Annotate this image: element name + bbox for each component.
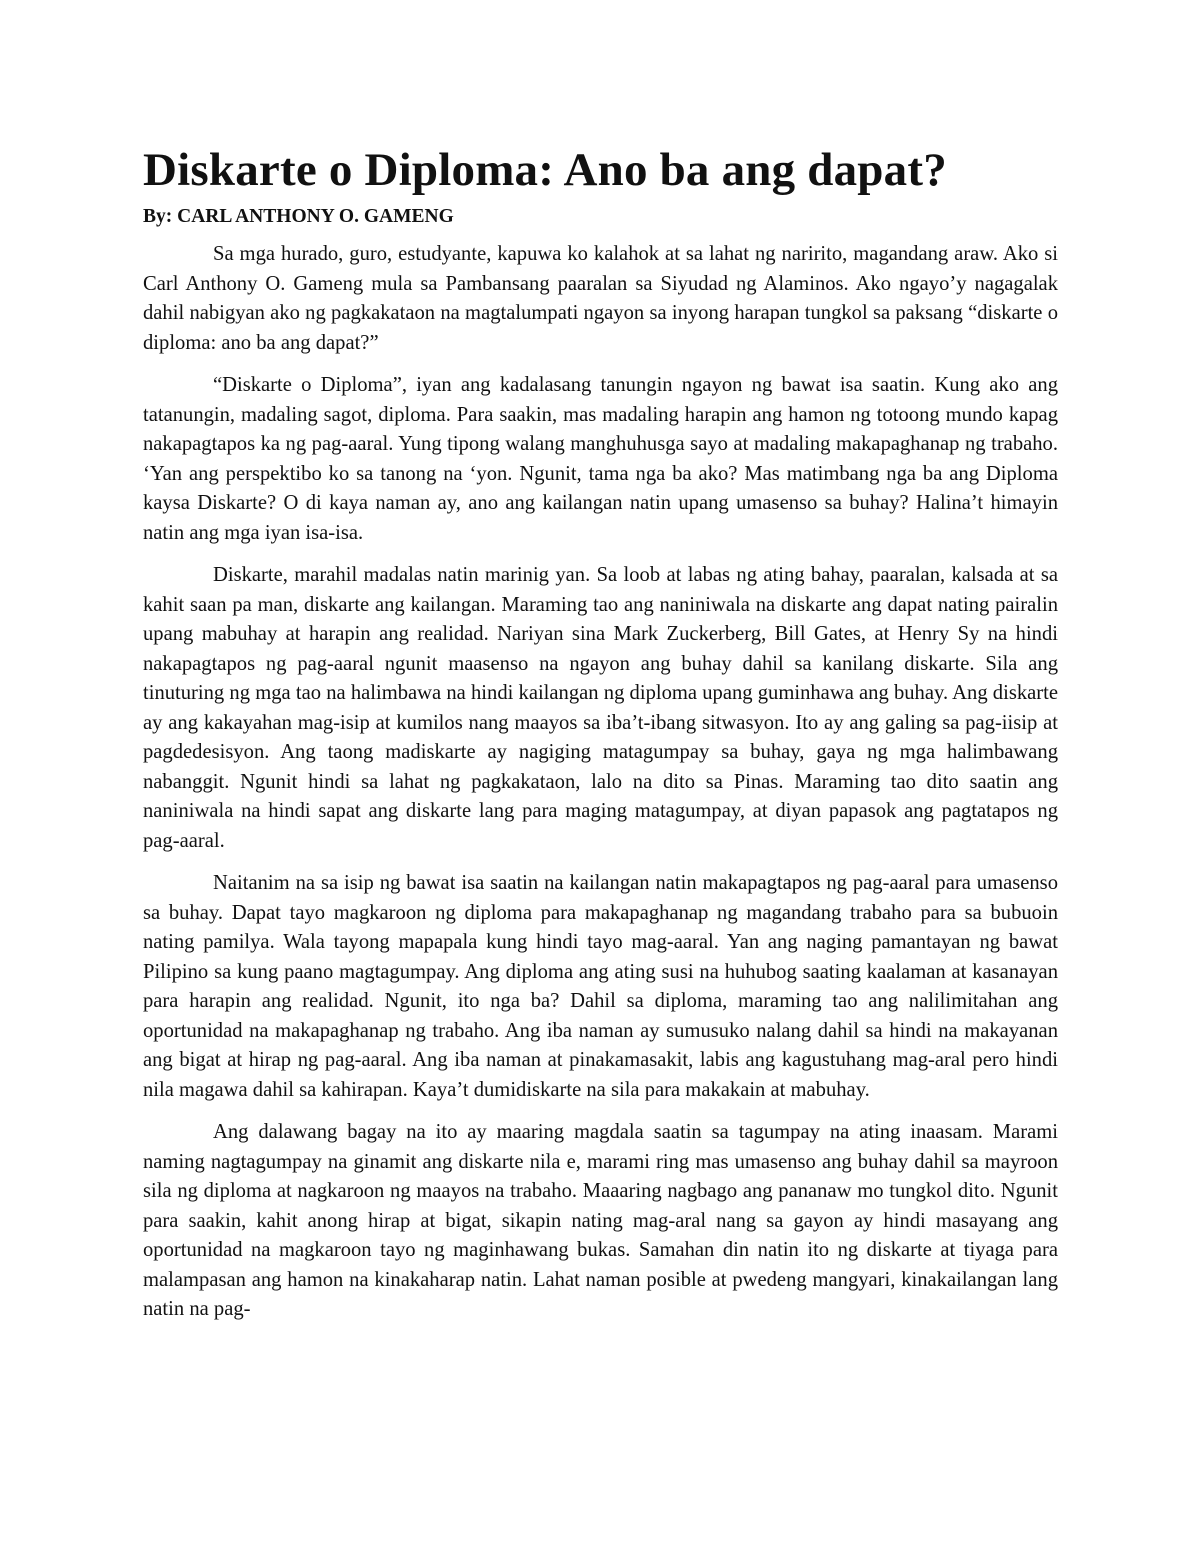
paragraph-2: “Diskarte o Diploma”, iyan ang kadalasang tanungin ngayon ng bawat isa saatin. Kung ako ang tatanungin, madaling sagot, diploma. Para saakin, mas madaling harapin ang hamon ng totoong mundo kapag nakapagtapos ka ng pag-aaral. Yung tipong walang manghuhusga sayo at madaling makapaghanap ng trabaho. ‘Yan ang perspektibo ko sa tanong na ‘yon. Ngunit, tama nga ba ako? Mas matimbang nga ba ang Diploma kaysa Diskarte? O di kaya naman ay, ano ang kailangan natin upang umasenso sa buhay? Halina’t himayin natin ang mga iyan isa-isa.	[143, 374, 1058, 544]
document-title: Diskarte o Diploma: Ano ba ang dapat?	[143, 144, 947, 196]
paragraph-4: Naitanim na sa isip ng bawat isa saatin na kailangan natin makapagtapos ng pag-aaral para umasenso sa buhay. Dapat tayo magkaroon ng diploma para makapaghanap ng magandang trabaho para sa bubuoin nating pamilya. Wala tayong mapapala kung hindi tayo mag-aaral. Yan ang naging pamantayan ng bawat Pilipino sa kung paano magtagumpay. Ang diploma ang ating susi na huhubog saating kaalaman at kasanayan para harapin ang realidad. Ngunit, ito nga ba? Dahil sa diploma, maraming tao ang nalilimitahan ang oportunidad na makapaghanap ng trabaho. Ang iba naman ay sumusuko nalang dahil sa hindi na makayanan ang bigat at hirap ng pag-aaral. Ang iba naman at pinakamasakit, labis ang kagustuhang mag-aral pero hindi nila magawa dahil sa kahirapan. Kaya’t dumidiskarte na sila para makakain at mabuhay.	[143, 872, 1058, 1101]
document-page	[143, 140, 1058, 1338]
paragraph-1: Sa mga hurado, guro, estudyante, kapuwa ko kalahok at sa lahat ng naririto, magandang araw. Ako si Carl Anthony O. Gameng mula sa Pambansang paaralan sa Siyudad ng Alaminos. Ako ngayo’y nagagalak dahil nabigyan ako ng pagkakataon na magtalumpati ngayon sa inyong harapan tungkol sa paksang “diskarte o diploma: ano ba ang dapat?”	[143, 243, 1058, 354]
paragraph-3: Diskarte, marahil madalas natin marinig yan. Sa loob at labas ng ating bahay, paaralan, kalsada at sa kahit saan pa man, diskarte ang kailangan. Maraming tao ang naniniwala na diskarte ang dapat nating pairalin upang mabuhay at harapin ang realidad. Nariyan sina Mark Zuckerberg, Bill Gates, at Henry Sy na hindi nakapagtapos ng pag-aaral ngunit maasenso na ngayon ang buhay dahil sa kanilang diskarte. Sila ang tinuturing ng mga tao na halimbawa na hindi kailangan ng diploma upang guminhawa ang buhay. Ang diskarte ay ang kakayahan mag-isip at kumilos nang maayos sa iba’t-ibang sitwasyon. Ito ay ang galing sa pag-iisip at pagdedesisyon. Ang taong madiskarte ay nagiging matagumpay sa buhay, gaya ng mga halimbawang nabanggit. Ngunit hindi sa lahat ng pagkakataon, lalo na dito sa Pinas. Maraming tao dito saatin ang naniniwala na hindi sapat ang diskarte lang para maging matagumpay, at diyan papasok ang pagtatapos ng pag-aaral.	[143, 564, 1058, 852]
paragraph-5: Ang dalawang bagay na ito ay maaring magdala saatin sa tagumpay na ating inaasam. Marami naming nagtagumpay na ginamit ang diskarte nila e, marami ring mas umasenso ang buhay dahil sa mayroon sila ng diploma at nagkaroon ng maayos na trabaho. Maaaring nagbago ang pananaw mo tungkol dito. Ngunit para saakin, kahit anong hirap at bigat, sikapin nating mag-aral nang sa gayon ay hindi masayang ang oportunidad na magkaroon tayo ng maginhawang bukas. Samahan din natin ito ng diskarte at tiyaga para malampasan ang hamon na kinakaharap natin. Lahat naman posible at pwedeng mangyari, kinakailangan lang natin na pag-	[143, 1121, 1058, 1320]
author-line: By: CARL ANTHONY O. GAMENG	[143, 206, 454, 227]
